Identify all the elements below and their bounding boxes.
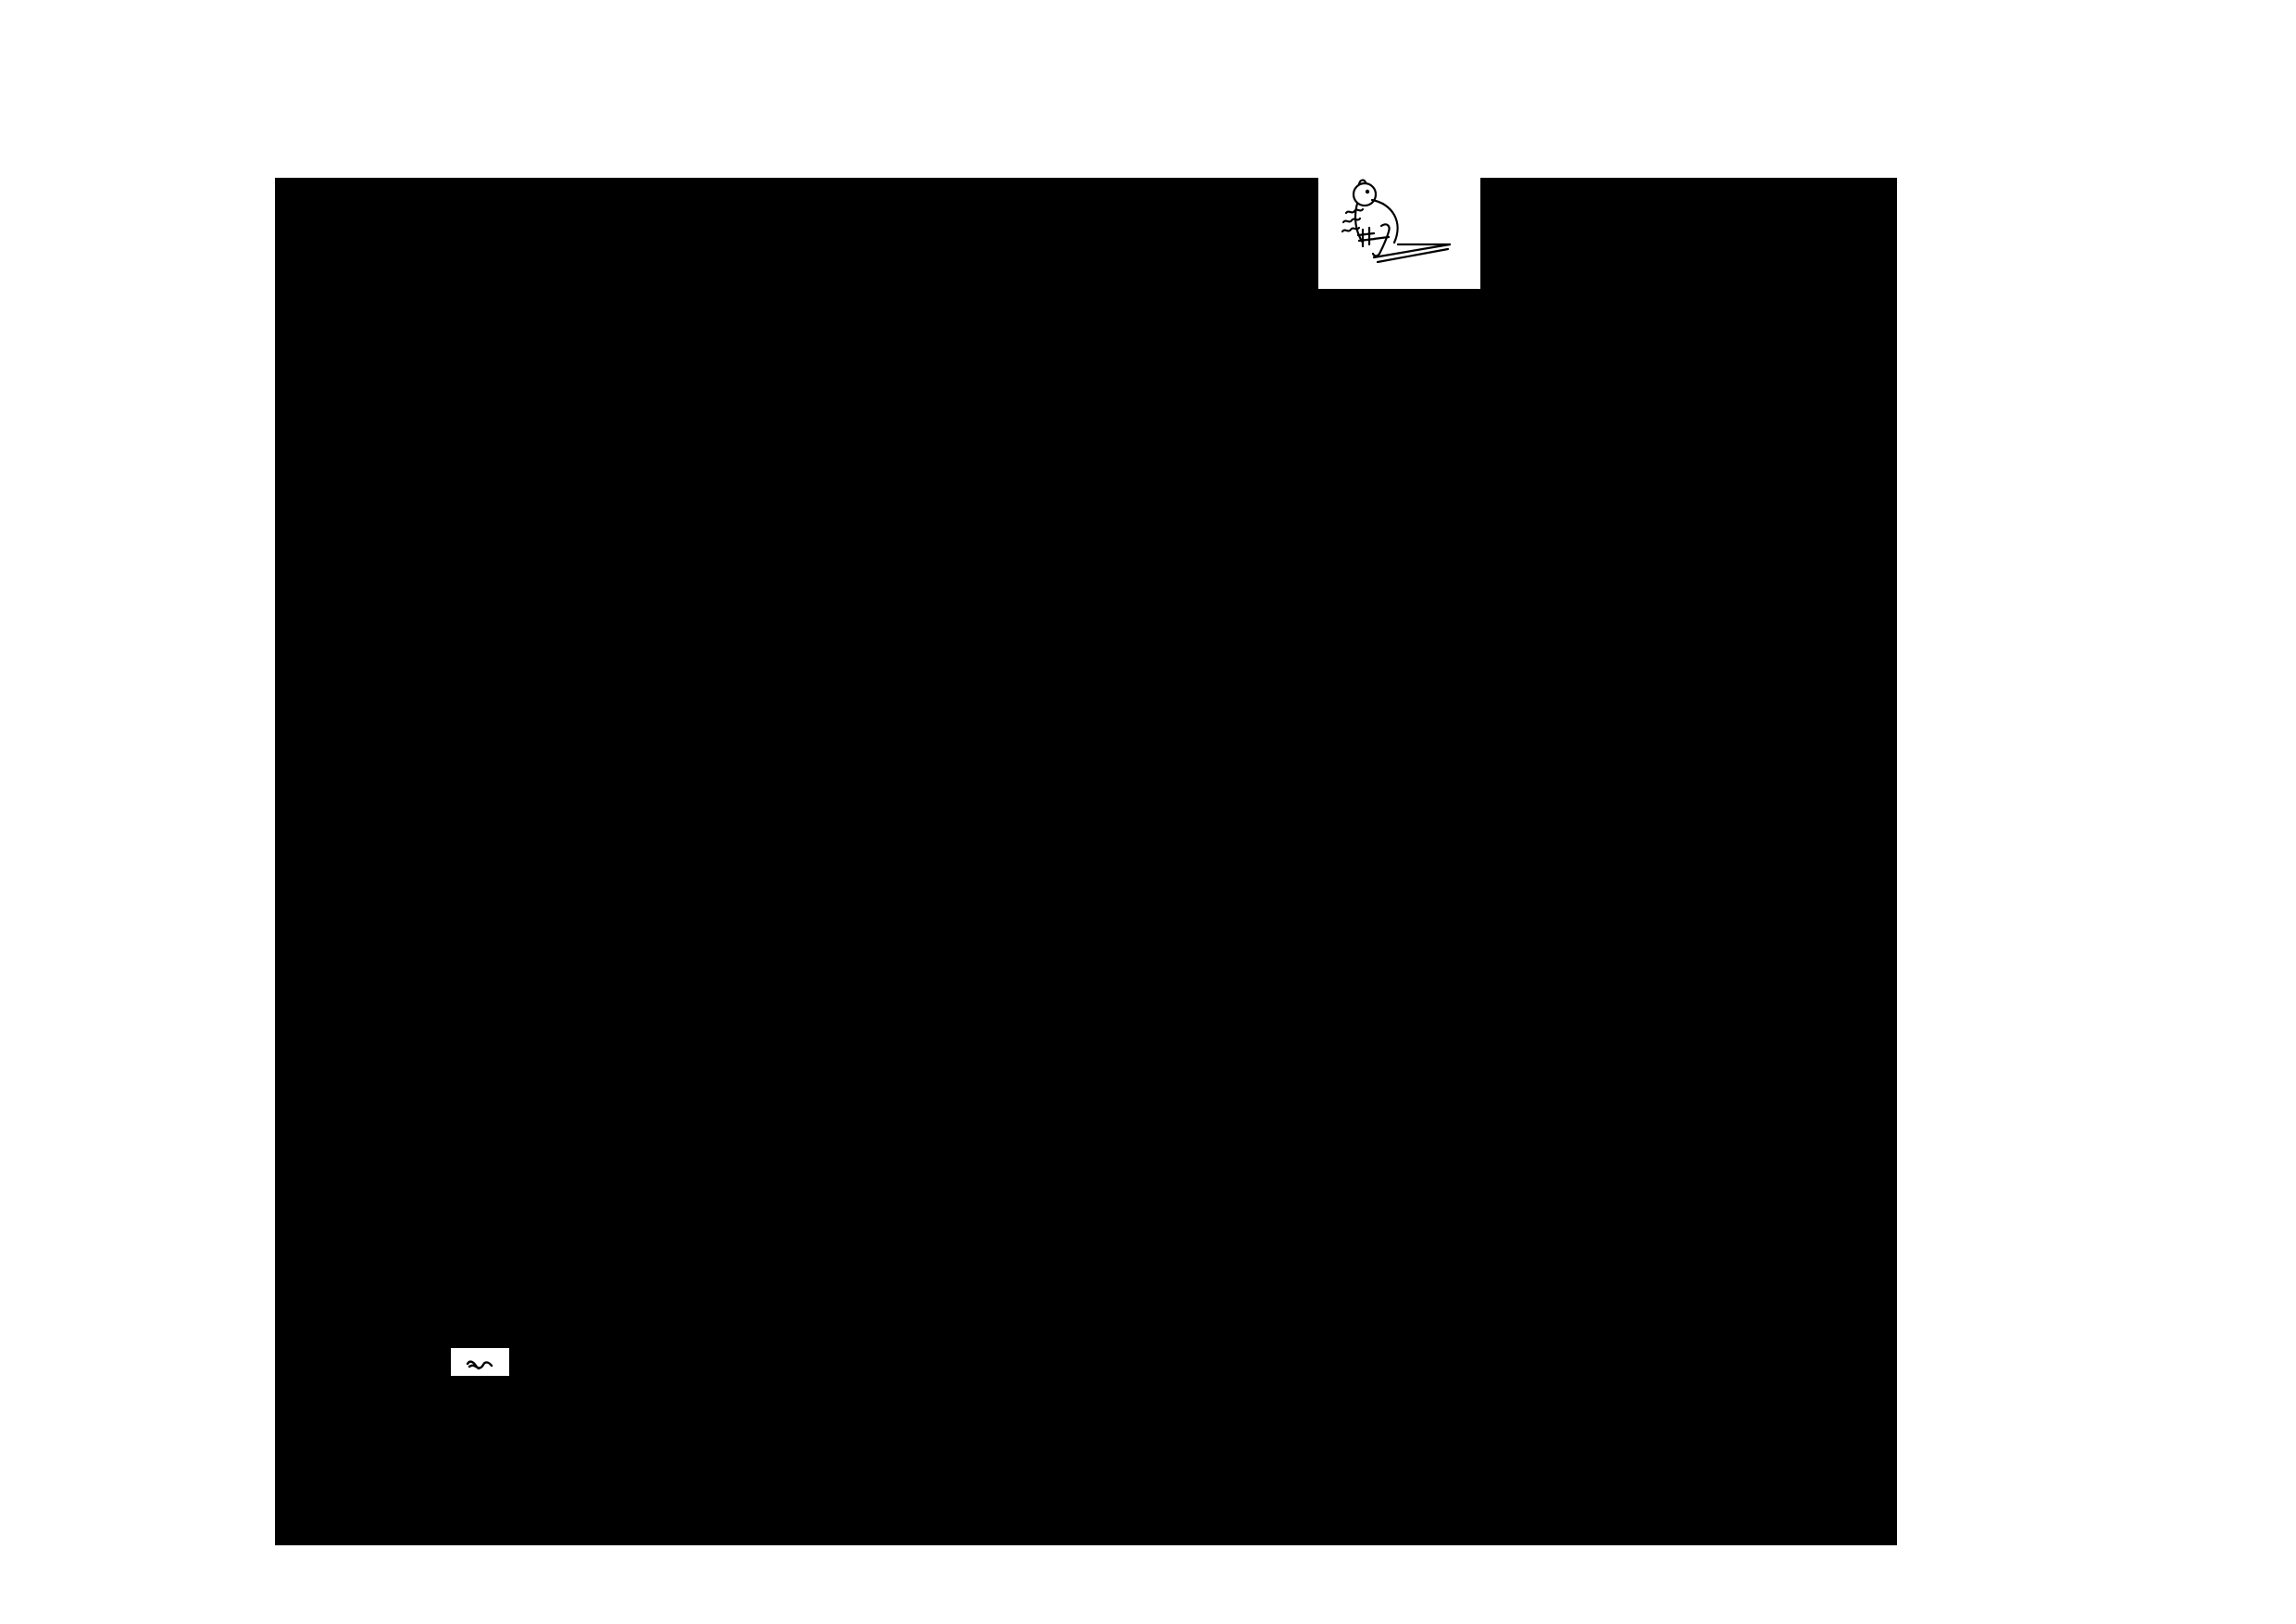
black-rectangle-label <box>275 178 276 179</box>
bird-sketch-graphic <box>1318 169 1480 289</box>
squiggle-mark-graphic <box>451 1348 509 1376</box>
black-rectangle <box>275 178 1897 1545</box>
bird-sketch <box>1318 169 1480 289</box>
squiggle-mark <box>451 1348 509 1376</box>
